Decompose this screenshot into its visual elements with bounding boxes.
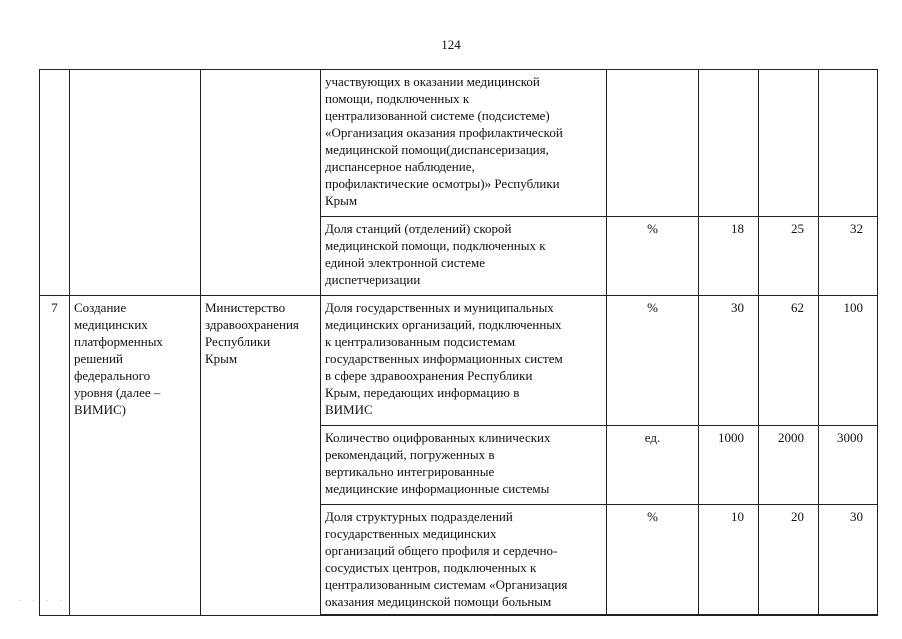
event-cell <box>70 70 201 296</box>
indicator-cell: Доля структурных подразделений государственных медицинских организаций общего профиля и сердечно- сосудистых центров, подключенных к централизованным системам «Организация оказания медицинской помощи больным <box>321 505 607 616</box>
executor-cell: Министерство здравоохранения Республики Крым <box>201 296 321 616</box>
page-number: 124 <box>441 37 461 52</box>
indicator-cell: участвующих в оказании медицинской помощи, подключенных к централизованной системе (подсистеме) «Организация оказания профилактической медицинской помощи(диспансеризация, диспансерное наблюдение, профилактические осмотры)» Республики Крым <box>321 70 607 217</box>
measures-table <box>39 69 878 616</box>
value-cell: 100 <box>819 296 878 426</box>
row-number-cell: 7 <box>40 296 70 616</box>
executor-cell <box>201 70 321 296</box>
table-row <box>40 296 878 426</box>
value-cell: 25 <box>759 217 819 296</box>
scan-specks: · · · · <box>18 596 67 607</box>
value-cell: 1000 <box>699 426 759 505</box>
indicator-cell: Доля государственных и муниципальных медицинских организаций, подключенных к централизованным подсистемам государственных информационных систем в сфере здравоохранения Республики Крым, передающих информацию в ВИМИС <box>321 296 607 426</box>
value-cell: 10 <box>699 505 759 616</box>
value-cell: 2000 <box>759 426 819 505</box>
value-cell: 32 <box>819 217 878 296</box>
unit-cell <box>607 70 699 217</box>
value-cell <box>759 70 819 217</box>
value-cell <box>699 70 759 217</box>
unit-cell: % <box>607 505 699 616</box>
value-cell: 20 <box>759 505 819 616</box>
event-cell: Создание медицинских платформенных решений федерального уровня (далее – ВИМИС) <box>70 296 201 616</box>
unit-cell: % <box>607 217 699 296</box>
value-cell: 18 <box>699 217 759 296</box>
unit-cell: ед. <box>607 426 699 505</box>
indicator-cell: Доля станций (отделений) скорой медицинской помощи, подключенных к единой электронной системе диспетчеризации <box>321 217 607 296</box>
row-number-cell <box>40 70 70 296</box>
value-cell: 3000 <box>819 426 878 505</box>
table-row <box>40 70 878 217</box>
value-cell: 30 <box>699 296 759 426</box>
value-cell: 62 <box>759 296 819 426</box>
indicator-cell: Количество оцифрованных клинических рекомендаций, погруженных в вертикально интегрированные медицинские информационные системы <box>321 426 607 505</box>
value-cell: 30 <box>819 505 878 616</box>
value-cell <box>819 70 878 217</box>
unit-cell: % <box>607 296 699 426</box>
